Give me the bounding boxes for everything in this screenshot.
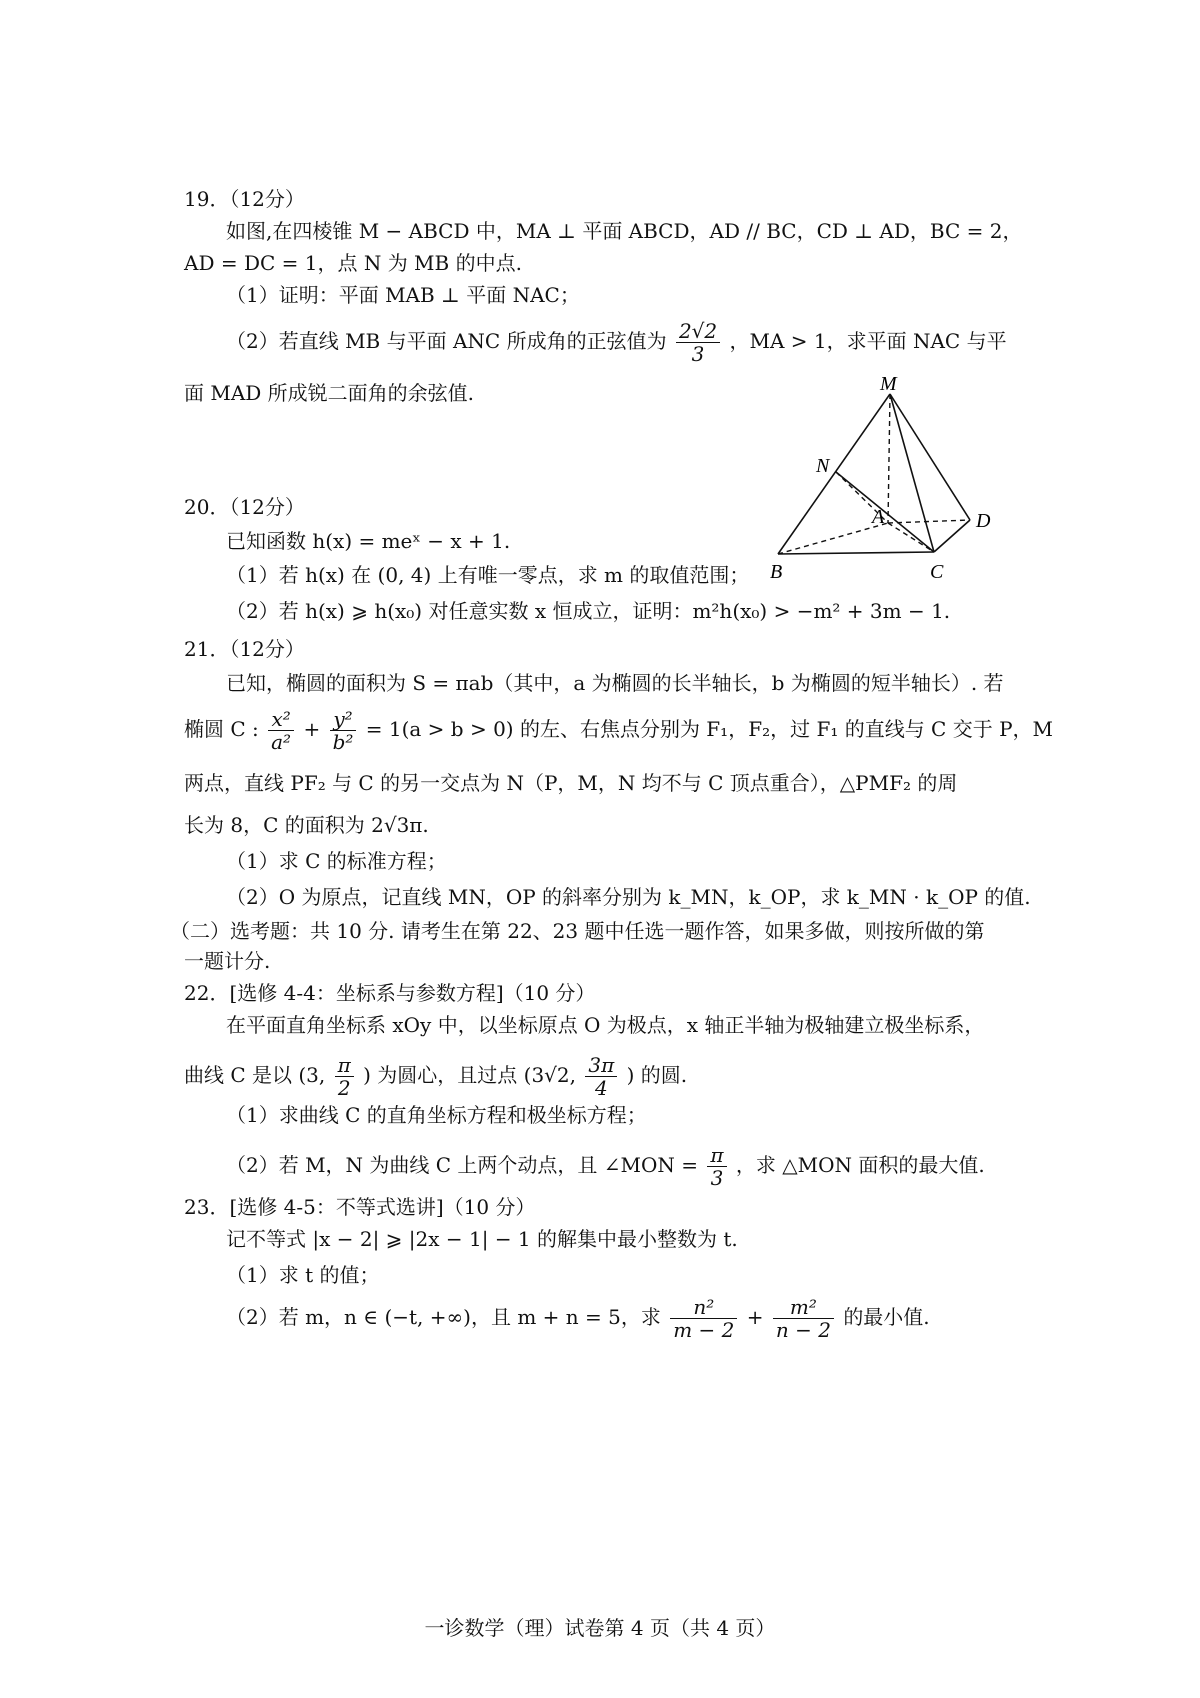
q22-center-denominator: 2 [337,1076,351,1100]
edge-MA [888,394,890,523]
q21-plus: + [303,717,321,741]
label-B: B [770,561,783,583]
q19-part2-a: （2）若直线 MB 与平面 ANC 所成角的正弦值为 [226,329,667,353]
q21-line2-b: = 1(a > b > 0) 的左、右焦点分别为 F₁，F₂，过 F₁ 的直线与 C 交于 P，M [365,717,1054,741]
q23-line1: 记不等式 |x − 2| ⩾ |2x − 1| − 1 的解集中最小整数为 t. [226,1227,738,1251]
q21-y-numerator: y² [330,708,357,731]
q22-line2-b: ) 为圆心，且过点 (3√2, [363,1063,577,1087]
q22-point-denominator: 4 [594,1076,608,1100]
edge-MB [778,394,890,554]
q19-line2: AD = DC = 1，点 N 为 MB 的中点. [184,251,522,275]
elective-line1: （二）选考题：共 10 分. 请考生在第 22、23 题中任选一题作答，如果多做，则按所做的第 [170,919,985,943]
q23-m-numerator: m² [773,1296,834,1319]
q21-part2: （2）O 为原点，记直线 MN，OP 的斜率分别为 k_MN，k_OP，求 k_MN · k_OP 的值. [226,885,1031,909]
label-A: A [872,506,885,528]
q22-part1: （1）求曲线 C 的直角坐标方程和极坐标方程； [226,1103,647,1127]
q22-angle-numerator: π [707,1144,726,1167]
q19-sine-denominator: 3 [691,342,705,366]
q20-header: 20．（12分） [184,495,305,519]
q21-header: 21．（12分） [184,637,305,661]
edge-BC [778,552,934,554]
q21-line1: 已知，椭圆的面积为 S = πab（其中，a 为椭圆的长半轴长，b 为椭圆的短半轴长）. 若 [226,671,1004,695]
q19-line1: 如图,在四棱锥 M − ABCD 中，MA ⊥ 平面 ABCD，AD // BC，CD ⊥ AD，BC = 2， [226,219,1023,243]
q22-point-fraction [585,1054,617,1099]
page-footer: 一诊数学（理）试卷第 4 页（共 4 页） [424,1616,776,1640]
q21-line3: 两点，直线 PF₂ 与 C 的另一交点为 N（P，M，N 均不与 C 顶点重合），△PMF₂ 的周 [184,771,958,795]
q22-part2-b: ，求 △MON 面积的最大值. [735,1153,985,1177]
pyramid-figure [770,373,1020,618]
edge-NC [836,472,934,552]
q22-header: 22．[选修 4-4：坐标系与参数方程]（10 分） [184,981,596,1005]
q23-n-fraction [670,1296,737,1341]
elective-line2: 一题计分. [184,949,271,973]
q22-point-numerator: 3π [585,1054,617,1077]
q21-line2-a: 椭圆 C : [184,717,259,741]
q22-center-numerator: π [335,1054,354,1077]
edge-MD [890,394,970,520]
q20-line1: 已知函数 h(x) = meˣ − x + 1. [226,529,511,553]
q23-m-denominator: n − 2 [775,1318,831,1342]
label-M: M [880,373,897,395]
q21-y-denominator: b² [332,730,354,754]
q19-header: 19．（12分） [184,187,305,211]
q19-part1: （1）证明：平面 MAB ⊥ 平面 NAC； [226,283,580,307]
q19-sine-fraction [676,320,720,365]
q23-m-fraction [773,1296,834,1341]
edge-CD [934,520,970,552]
label-D: D [976,510,991,532]
q21-x-denominator: a² [271,730,292,754]
label-C: C [930,561,944,583]
q21-x-fraction [268,708,294,753]
q23-part2-b: 的最小值. [843,1305,930,1329]
q21-line4: 长为 8，C 的面积为 2√3π. [184,813,429,837]
q23-part2-a: （2）若 m，n ∈ (−t, +∞)，且 m + n = 5，求 [226,1305,661,1329]
q19-sine-numerator: 2√2 [676,320,720,343]
q22-line2-c: ) 的圆. [626,1063,688,1087]
q21-part1: （1）求 C 的标准方程； [226,849,447,873]
q22-part2-a: （2）若 M，N 为曲线 C 上两个动点，且 ∠MON = [226,1153,699,1177]
q20-part1: （1）若 h(x) 在 (0, 4) 上有唯一零点，求 m 的取值范围； [226,563,750,587]
q22-center-fraction [335,1054,354,1099]
q22-part2 [226,1144,985,1189]
q22-line1: 在平面直角坐标系 xOy 中，以坐标原点 O 为极点，x 轴正半轴为极轴建立极坐标系， [226,1013,985,1037]
q19-part2-c: 面 MAD 所成锐二面角的余弦值. [184,381,475,405]
q23-header: 23．[选修 4-5：不等式选讲]（10 分） [184,1195,536,1219]
q23-plus: + [746,1305,764,1329]
q21-x-numerator: x² [268,708,294,731]
q23-n-numerator: n² [670,1296,737,1319]
q22-angle-fraction [707,1144,726,1189]
q23-part1: （1）求 t 的值； [226,1263,380,1287]
label-N: N [816,455,830,477]
q22-line2-a: 曲线 C 是以 (3, [184,1063,326,1087]
q23-part2 [226,1296,930,1341]
q22-angle-denominator: 3 [710,1166,724,1190]
q20-part2: （2）若 h(x) ⩾ h(x₀) 对任意实数 x 恒成立，证明：m²h(x₀) > −m² + 3m − 1. [226,599,951,623]
q21-y-fraction [330,708,357,753]
q23-n-denominator: m − 2 [673,1318,735,1342]
edge-AD [888,520,970,523]
q19-part2-b: ，MA > 1，求平面 NAC 与平 [729,329,1007,353]
q22-line2 [184,1054,687,1099]
q19-part2 [226,320,1007,365]
q21-line2 [184,708,1053,753]
